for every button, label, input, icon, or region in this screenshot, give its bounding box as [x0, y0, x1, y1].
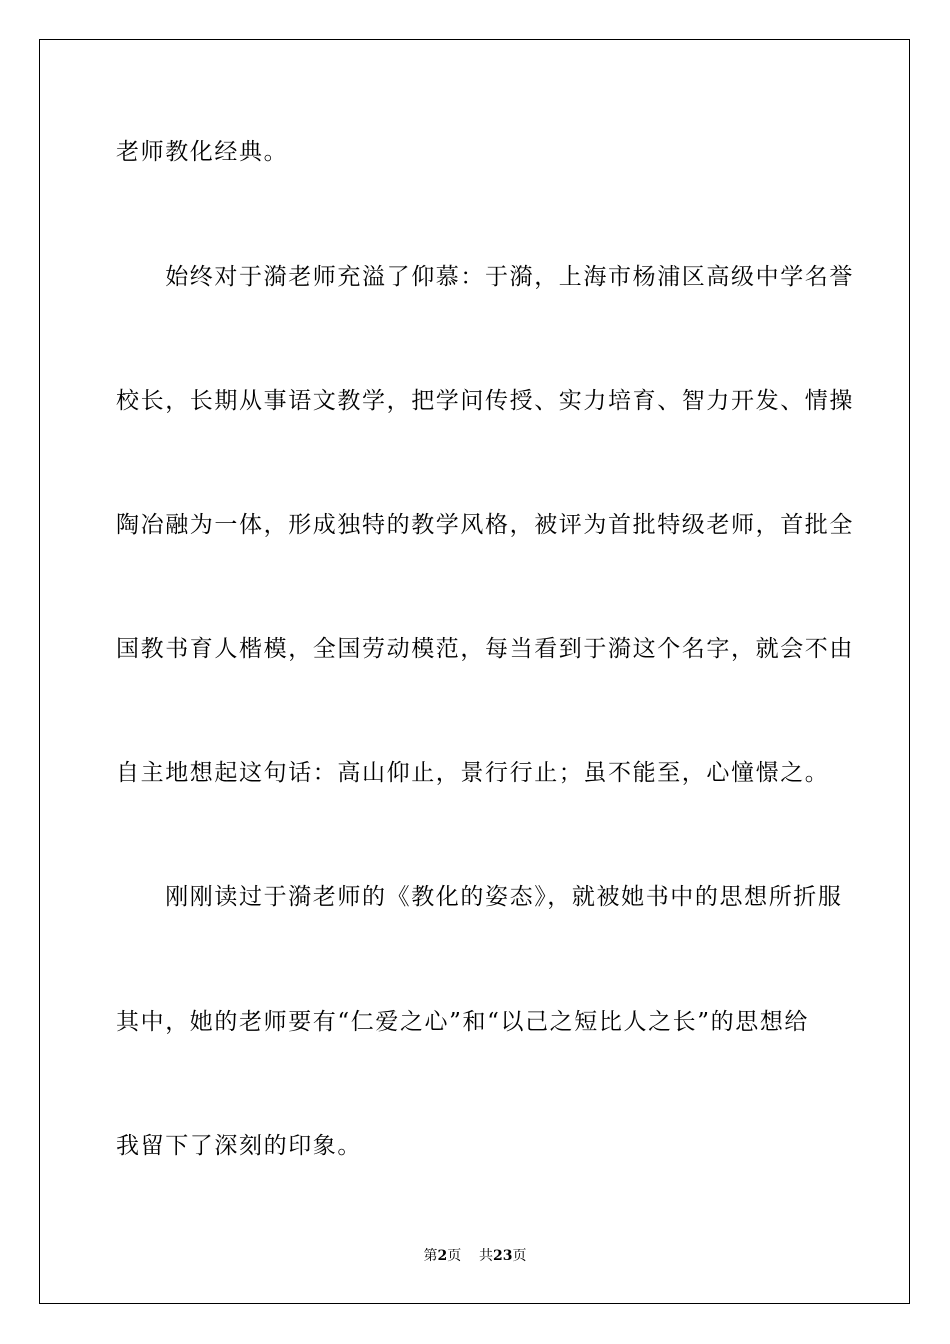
text-line-4: 陶冶融为一体，形成独特的教学风格，被评为首批特级老师，首批全 — [116, 512, 854, 538]
text-line-2: 始终对于漪老师充溢了仰慕：于漪，上海市杨浦区高级中学名誉 — [116, 264, 854, 290]
text-line-5: 国教书育人楷模，全国劳动模范，每当看到于漪这个名字，就会不由 — [116, 636, 854, 662]
text-line-3: 校长，长期从事语文教学，把学问传授、实力培育、智力开发、情操 — [116, 388, 854, 414]
text-line-9: 我留下了深刻的印象。 — [116, 1133, 362, 1159]
total-suffix: 页 — [512, 1248, 527, 1264]
text-line-1: 老师教化经典。 — [116, 139, 289, 165]
text-line-8: 其中，她的老师要有“仁爱之心”和“以己之短比人之长”的思想给 — [116, 1009, 810, 1035]
page-prefix: 第 — [423, 1248, 438, 1264]
text-line-6: 自主地想起这句话：高山仰止，景行行止；虽不能至，心憧憬之。 — [116, 760, 830, 786]
page-footer — [0, 1246, 950, 1266]
total-prefix: 共 — [479, 1248, 494, 1264]
text-line-7: 刚刚读过于漪老师的《教化的姿态》，就被她书中的思想所折服 — [116, 884, 843, 910]
page-number: 2 — [437, 1248, 448, 1264]
page-border — [39, 39, 910, 1304]
page-suffix: 页 — [447, 1248, 462, 1264]
total-pages: 23 — [493, 1248, 513, 1264]
